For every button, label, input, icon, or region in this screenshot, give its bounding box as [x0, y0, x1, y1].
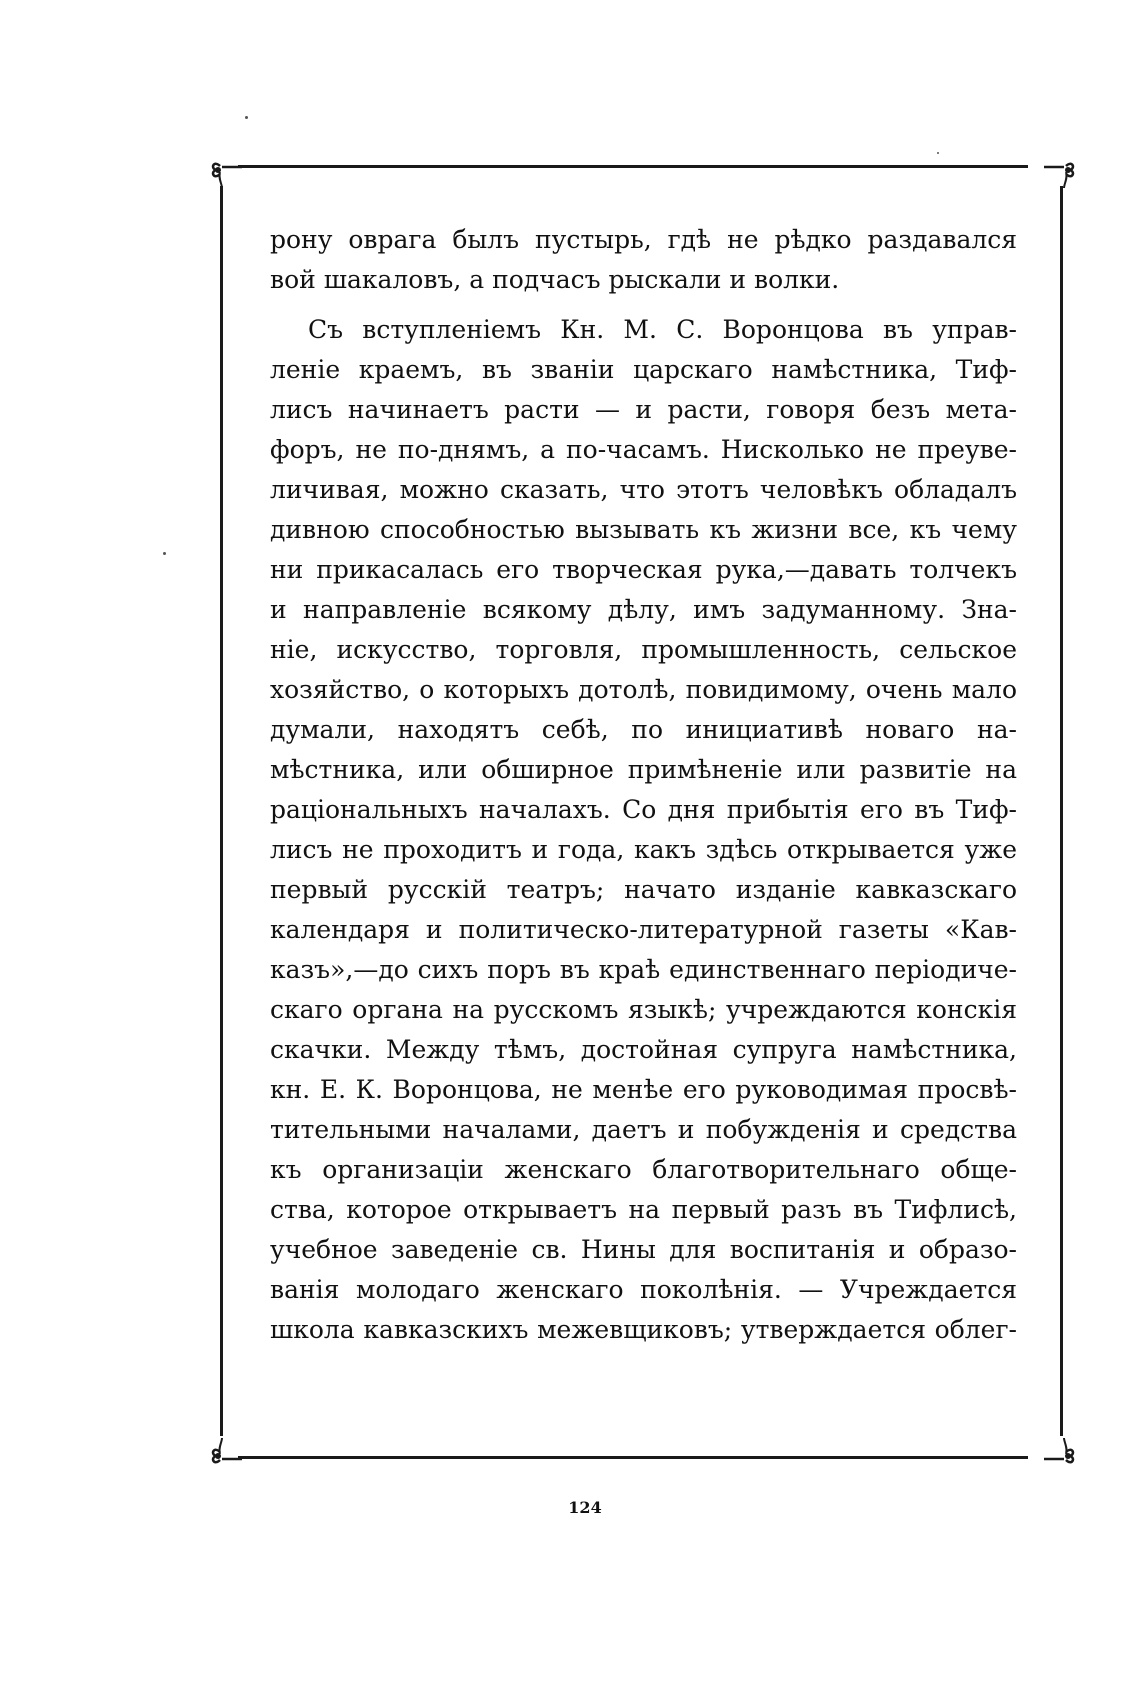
text-line: лисъ не проходитъ и года, какъ здѣсь открывается уже [270, 835, 1017, 864]
text-line: и направленіе всякому дѣлу, имъ задуманному. Зна- [270, 595, 1017, 624]
corner-ornament-icon [1038, 1436, 1078, 1476]
corner-ornament-icon [208, 150, 248, 190]
text-line: календаря и политическо-литературной газеты «Кав- [270, 915, 1017, 944]
text-line: леніе краемъ, въ званіи царскаго намѣстника, Тиф- [270, 355, 1017, 384]
paragraph [270, 310, 1017, 1350]
text-line: дивною способностью вызывать къ жизни все, къ чему [270, 515, 1017, 544]
text-line: школа кавказскихъ межевщиковъ; утверждается облег- [270, 1315, 1017, 1344]
text-line: хозяйство, о которыхъ дотолѣ, повидимому, очень мало [270, 675, 1017, 704]
frame-bottom-rule [238, 1456, 1028, 1459]
frame-left-rule [220, 186, 223, 1436]
corner-ornament-icon [208, 1436, 248, 1476]
text-line: ни прикасалась его творческая рука,—давать толчекъ [270, 555, 1017, 584]
text-line: вой шакаловъ, а подчасъ рыскали и волки. [270, 265, 840, 294]
text-line: ванія молодаго женскаго поколѣнія. — Учреждается [270, 1275, 1017, 1304]
text-line: къ организаціи женскаго благотворительнаго обще- [270, 1155, 1017, 1184]
body-text [270, 220, 1017, 1350]
text-line: скачки. Между тѣмъ, достойная супруга намѣстника, [270, 1035, 1017, 1064]
text-line: первый русскій театръ; начато изданіе кавказскаго [270, 875, 1017, 904]
text-line: личивая, можно сказать, что этотъ человѣкъ обладалъ [270, 475, 1017, 504]
scan-speck [937, 152, 939, 154]
frame-top-rule [238, 165, 1028, 168]
page-number: 124 [568, 1498, 602, 1517]
text-line: форъ, не по-днямъ, а по-часамъ. Нисколько не преуве- [270, 435, 1017, 464]
paragraph [270, 220, 1017, 300]
frame-right-rule [1060, 186, 1063, 1436]
paragraph-gap [270, 300, 1017, 310]
text-line: тительными началами, даетъ и побужденія и средства [270, 1115, 1017, 1144]
text-line: ства, которое открываетъ на первый разъ въ Тифлисѣ, [270, 1195, 1017, 1224]
text-line: казъ»,—до сихъ поръ въ краѣ единственнаго періодиче- [270, 955, 1017, 984]
text-line: рону оврага былъ пустырь, гдѣ не рѣдко раздавался [270, 225, 1017, 254]
text-line: раціональныхъ началахъ. Со дня прибытія его въ Тиф- [270, 795, 1017, 824]
text-line: скаго органа на русскомъ языкѣ; учреждаются конскія [270, 995, 1017, 1024]
text-line: кн. Е. К. Воронцова, не менѣе его руководимая просвѣ- [270, 1075, 1017, 1104]
text-line: мѣстника, или обширное примѣненіе или развитіе на [270, 755, 1017, 784]
text-line: лисъ начинаетъ расти — и расти, говоря безъ мета- [270, 395, 1017, 424]
scan-speck [163, 552, 166, 555]
text-line: Съ вступленіемъ Кн. М. С. Воронцова въ управ- [308, 315, 1017, 344]
text-line: ніе, искусство, торговля, промышленность, сельское [270, 635, 1017, 664]
text-line: учебное заведеніе св. Нины для воспитанія и образо- [270, 1235, 1017, 1264]
corner-ornament-icon [1038, 150, 1078, 190]
text-line: думали, находятъ себѣ, по инициативѣ новаго на- [270, 715, 1017, 744]
scan-speck [245, 116, 248, 119]
